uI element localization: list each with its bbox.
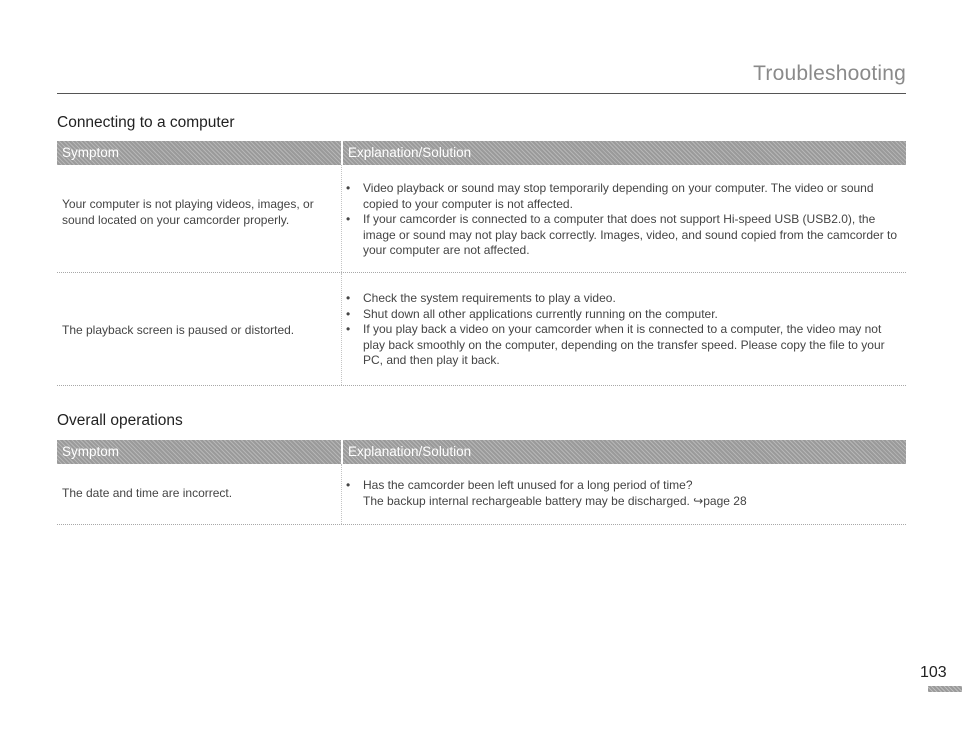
symptom-cell: The playback screen is paused or distorted. [62,323,295,337]
page-header [57,58,906,94]
explanation-item: • If you play back a video on your camcorder when it is connected to a computer, the video may not play back smoothly on the computer, depending on the transfer speed. Please copy the file to your PC, and then play it back. [346,322,902,369]
explanation-list [346,478,902,509]
table-connecting-to-computer [57,141,906,386]
column-divider [341,273,342,385]
section-heading-overall: Overall operations [57,412,183,429]
explanation-item: • Video playback or sound may stop temporarily depending on your computer. The video or sound copied to your computer is not affected. [346,181,902,212]
explanation-list [346,291,902,369]
table-overall-operations [57,440,906,525]
section-heading-connecting: Connecting to a computer [57,114,235,131]
page-number: 103 [920,664,947,681]
table-row [57,165,906,273]
column-header-symptom: Symptom [62,145,120,160]
symptom-cell: Your computer is not playing videos, images, or sound located on your camcorder properly. [62,197,314,227]
table-header [57,440,906,464]
page-number-bar [928,686,962,692]
page-title: Troubleshooting [753,62,906,85]
column-divider [341,464,342,524]
column-header-symptom: Symptom [62,444,120,459]
column-divider [341,165,342,272]
explanation-item: • Has the camcorder been left unused for a long period of time? [346,478,902,494]
table-row [57,464,906,525]
explanation-note: The backup internal rechargeable battery may be discharged. ↪page 28 [363,493,747,508]
table-header [57,141,906,165]
symptom-cell: The date and time are incorrect. [62,486,233,500]
explanation-item: • Check the system requirements to play a video. [346,291,902,307]
explanation-item: • If your camcorder is connected to a computer that does not support Hi-speed USB (USB2.0), the image or sound may not play back correctly. Images, video, and sound copied from the camcorder to your computer are not affected. [346,212,902,259]
table-row [57,273,906,386]
column-header-explanation: Explanation/Solution [341,141,906,165]
explanation-list [346,181,902,259]
explanation-item: • Shut down all other applications currently running on the computer. [346,307,902,323]
column-header-explanation: Explanation/Solution [341,440,906,464]
